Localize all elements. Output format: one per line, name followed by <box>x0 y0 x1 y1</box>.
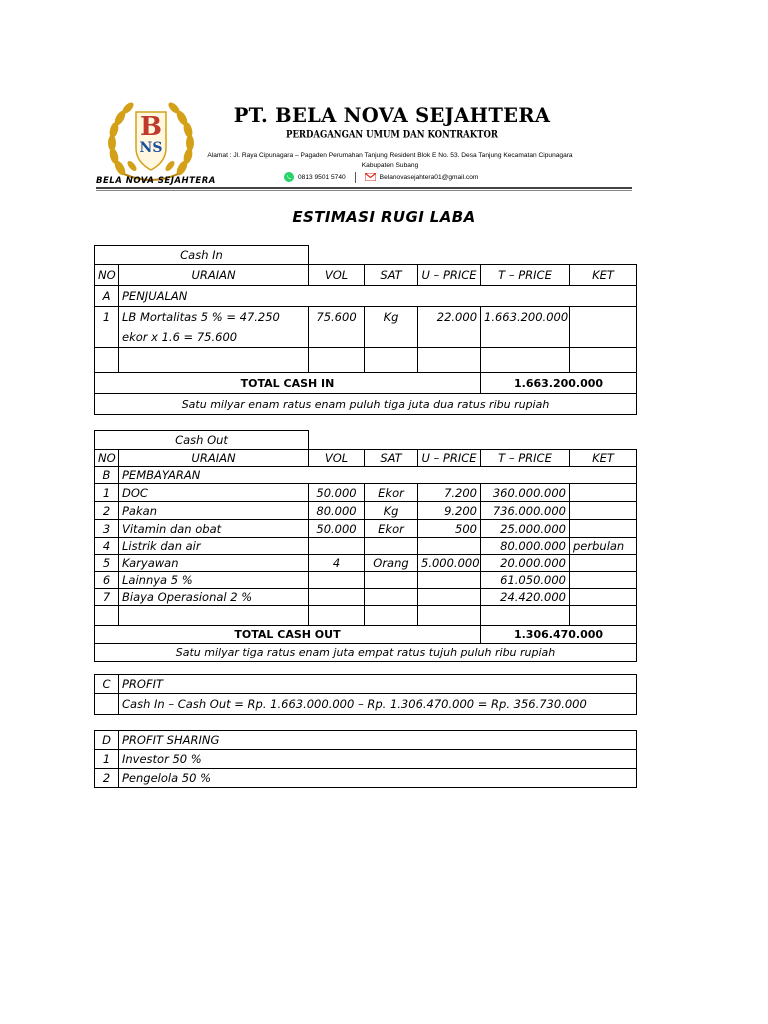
contact-separator <box>355 172 356 183</box>
profit-sharing-table <box>94 730 637 788</box>
row-no: 1 <box>95 750 119 769</box>
row-vol <box>309 538 365 555</box>
row-t-price: 360.000.000 <box>481 484 570 502</box>
row-uraian: Karyawan <box>119 555 309 572</box>
header-uraian: URAIAN <box>119 450 309 467</box>
cash-out-caption: Cash Out <box>95 431 309 450</box>
row-no: 2 <box>95 769 119 788</box>
row-u-price: 7.200 <box>418 484 481 502</box>
table-row <box>95 520 637 538</box>
row-u-price: 22.000 <box>418 307 481 348</box>
email-address: Belanovasejahtera01@gmail.com <box>379 173 479 181</box>
cash-in-caption: Cash In <box>95 246 309 265</box>
row-no: 1 <box>95 484 119 502</box>
row-t-price: 1.663.200.000 <box>481 307 570 348</box>
row-label: Pengelola 50 % <box>119 769 637 788</box>
total-row <box>95 373 637 394</box>
row-ket <box>570 572 637 589</box>
header-u-price: U – PRICE <box>418 265 481 286</box>
header-ket: KET <box>570 450 637 467</box>
row-vol <box>309 572 365 589</box>
section-no: D <box>95 731 119 750</box>
header-t-price: T – PRICE <box>481 265 570 286</box>
row-label: Investor 50 % <box>119 750 637 769</box>
row-u-price <box>418 572 481 589</box>
total-cash-in-label: TOTAL CASH IN <box>95 373 481 394</box>
address-line-2: Kabupaten Subang <box>361 161 419 169</box>
header-ket: KET <box>570 265 637 286</box>
company-name: PT. BELA NOVA SEJAHTERA <box>233 104 551 127</box>
row-no: 6 <box>95 572 119 589</box>
row-sat: Ekor <box>365 520 418 538</box>
row-u-price: 5.000.000 <box>418 555 481 572</box>
row-uraian: Biaya Operasional 2 % <box>119 589 309 606</box>
row-vol: 50.000 <box>309 484 365 502</box>
section-row-profit-sharing <box>95 731 637 750</box>
row-t-price: 20.000.000 <box>481 555 570 572</box>
header-no: NO <box>95 450 119 467</box>
row-uraian: Pakan <box>119 502 309 520</box>
row-sat: Orang <box>365 555 418 572</box>
row-t-price: 25.000.000 <box>481 520 570 538</box>
row-ket <box>570 589 637 606</box>
cash-in-words: Satu milyar enam ratus enam puluh tiga juta dua ratus ribu rupiah <box>95 394 637 415</box>
row-sat <box>365 538 418 555</box>
section-row-penjualan <box>95 286 637 307</box>
row-u-price: 9.200 <box>418 502 481 520</box>
cash-in-caption-row <box>95 246 637 265</box>
row-t-price: 61.050.000 <box>481 572 570 589</box>
section-label: PROFIT <box>119 675 637 694</box>
logo-letter-b: B <box>140 112 162 142</box>
address-line-1: Alamat : Jl. Raya Cipunagara – Pagaden Perumahan Tanjung Resident Blok E No. 53. Desa Tanjung Kecamatan Cipunagara <box>207 152 573 159</box>
row-ket <box>570 484 637 502</box>
profit-table <box>94 674 637 715</box>
section-row-profit <box>95 675 637 694</box>
row-sat <box>365 589 418 606</box>
row-sat <box>365 572 418 589</box>
row-vol: 4 <box>309 555 365 572</box>
company-address <box>200 151 580 170</box>
header-rule-thin <box>96 190 632 191</box>
row-t-price: 24.420.000 <box>481 589 570 606</box>
table-row <box>95 572 637 589</box>
logo-caption: BELA NOVA SEJAHTERA <box>96 176 216 186</box>
total-cash-in-value: 1.663.200.000 <box>481 373 637 394</box>
total-row <box>95 626 637 644</box>
cash-out-header-row <box>95 450 637 467</box>
table-row <box>95 502 637 520</box>
row-ket <box>570 307 637 348</box>
row-u-price <box>418 538 481 555</box>
row-u-price: 500 <box>418 520 481 538</box>
section-label: PENJUALAN <box>119 286 637 307</box>
profit-formula: Cash In – Cash Out = Rp. 1.663.000.000 – Rp. 1.306.470.000 = Rp. 356.730.000 <box>119 694 637 715</box>
row-uraian: Listrik dan air <box>119 538 309 555</box>
header-rule <box>96 187 632 189</box>
row-t-price: 736.000.000 <box>481 502 570 520</box>
row-vol <box>309 589 365 606</box>
table-row <box>95 538 637 555</box>
row-no: 1 <box>95 307 119 348</box>
table-row <box>95 484 637 502</box>
row-uraian: DOC <box>119 484 309 502</box>
header-no: NO <box>95 265 119 286</box>
section-row-pembayaran <box>95 467 637 484</box>
row-sat: Kg <box>365 307 418 348</box>
row-sat: Kg <box>365 502 418 520</box>
cash-in-table <box>94 245 637 415</box>
in-words-row <box>95 394 637 415</box>
row-vol: 50.000 <box>309 520 365 538</box>
cash-out-words: Satu milyar tiga ratus enam juta empat ratus tujuh puluh ribu rupiah <box>95 644 637 662</box>
in-words-row <box>95 644 637 662</box>
row-ket <box>570 502 637 520</box>
list-item <box>95 750 637 769</box>
row-ket: perbulan <box>570 538 637 555</box>
empty-row <box>95 348 637 373</box>
header-sat: SAT <box>365 265 418 286</box>
row-vol: 80.000 <box>309 502 365 520</box>
row-t-price: 80.000.000 <box>481 538 570 555</box>
section-no: A <box>95 286 119 307</box>
row-ket <box>570 520 637 538</box>
row-ket <box>570 555 637 572</box>
row-no: 7 <box>95 589 119 606</box>
row-uraian: Lainnya 5 % <box>119 572 309 589</box>
cash-in-header-row <box>95 265 637 286</box>
list-item <box>95 769 637 788</box>
header-vol: VOL <box>309 450 365 467</box>
row-no: 4 <box>95 538 119 555</box>
profit-formula-row <box>95 694 637 715</box>
company-subtitle: PERDAGANGAN UMUM DAN KONTRAKTOR <box>286 128 498 142</box>
section-no: C <box>95 675 119 694</box>
row-uraian: Vitamin dan obat <box>119 520 309 538</box>
mail-icon <box>365 173 376 181</box>
cash-out-table <box>94 430 637 662</box>
logo-letter-ns: NS <box>139 140 163 156</box>
row-uraian: LB Mortalitas 5 % = 47.250 ekor x 1.6 = 75.600 <box>119 307 309 348</box>
total-cash-out-label: TOTAL CASH OUT <box>95 626 481 644</box>
contact-info <box>284 170 478 184</box>
document-title: ESTIMASI RUGI LABA <box>292 208 476 226</box>
empty-row <box>95 606 637 626</box>
section-label: PEMBAYARAN <box>119 467 637 484</box>
header-vol: VOL <box>309 265 365 286</box>
row-u-price <box>418 589 481 606</box>
table-row <box>95 589 637 606</box>
table-row <box>95 555 637 572</box>
whatsapp-icon <box>284 172 294 182</box>
total-cash-out-value: 1.306.470.000 <box>481 626 637 644</box>
row-no: 2 <box>95 502 119 520</box>
header-t-price: T – PRICE <box>481 450 570 467</box>
section-no: B <box>95 467 119 484</box>
header-uraian: URAIAN <box>119 265 309 286</box>
cash-out-caption-row <box>95 431 637 450</box>
row-sat: Ekor <box>365 484 418 502</box>
header-sat: SAT <box>365 450 418 467</box>
row-no: 5 <box>95 555 119 572</box>
row-vol: 75.600 <box>309 307 365 348</box>
row-no: 3 <box>95 520 119 538</box>
phone-number: 0813 9501 5740 <box>298 173 346 181</box>
header-u-price: U – PRICE <box>418 450 481 467</box>
table-row <box>95 307 637 348</box>
section-label: PROFIT SHARING <box>119 731 637 750</box>
